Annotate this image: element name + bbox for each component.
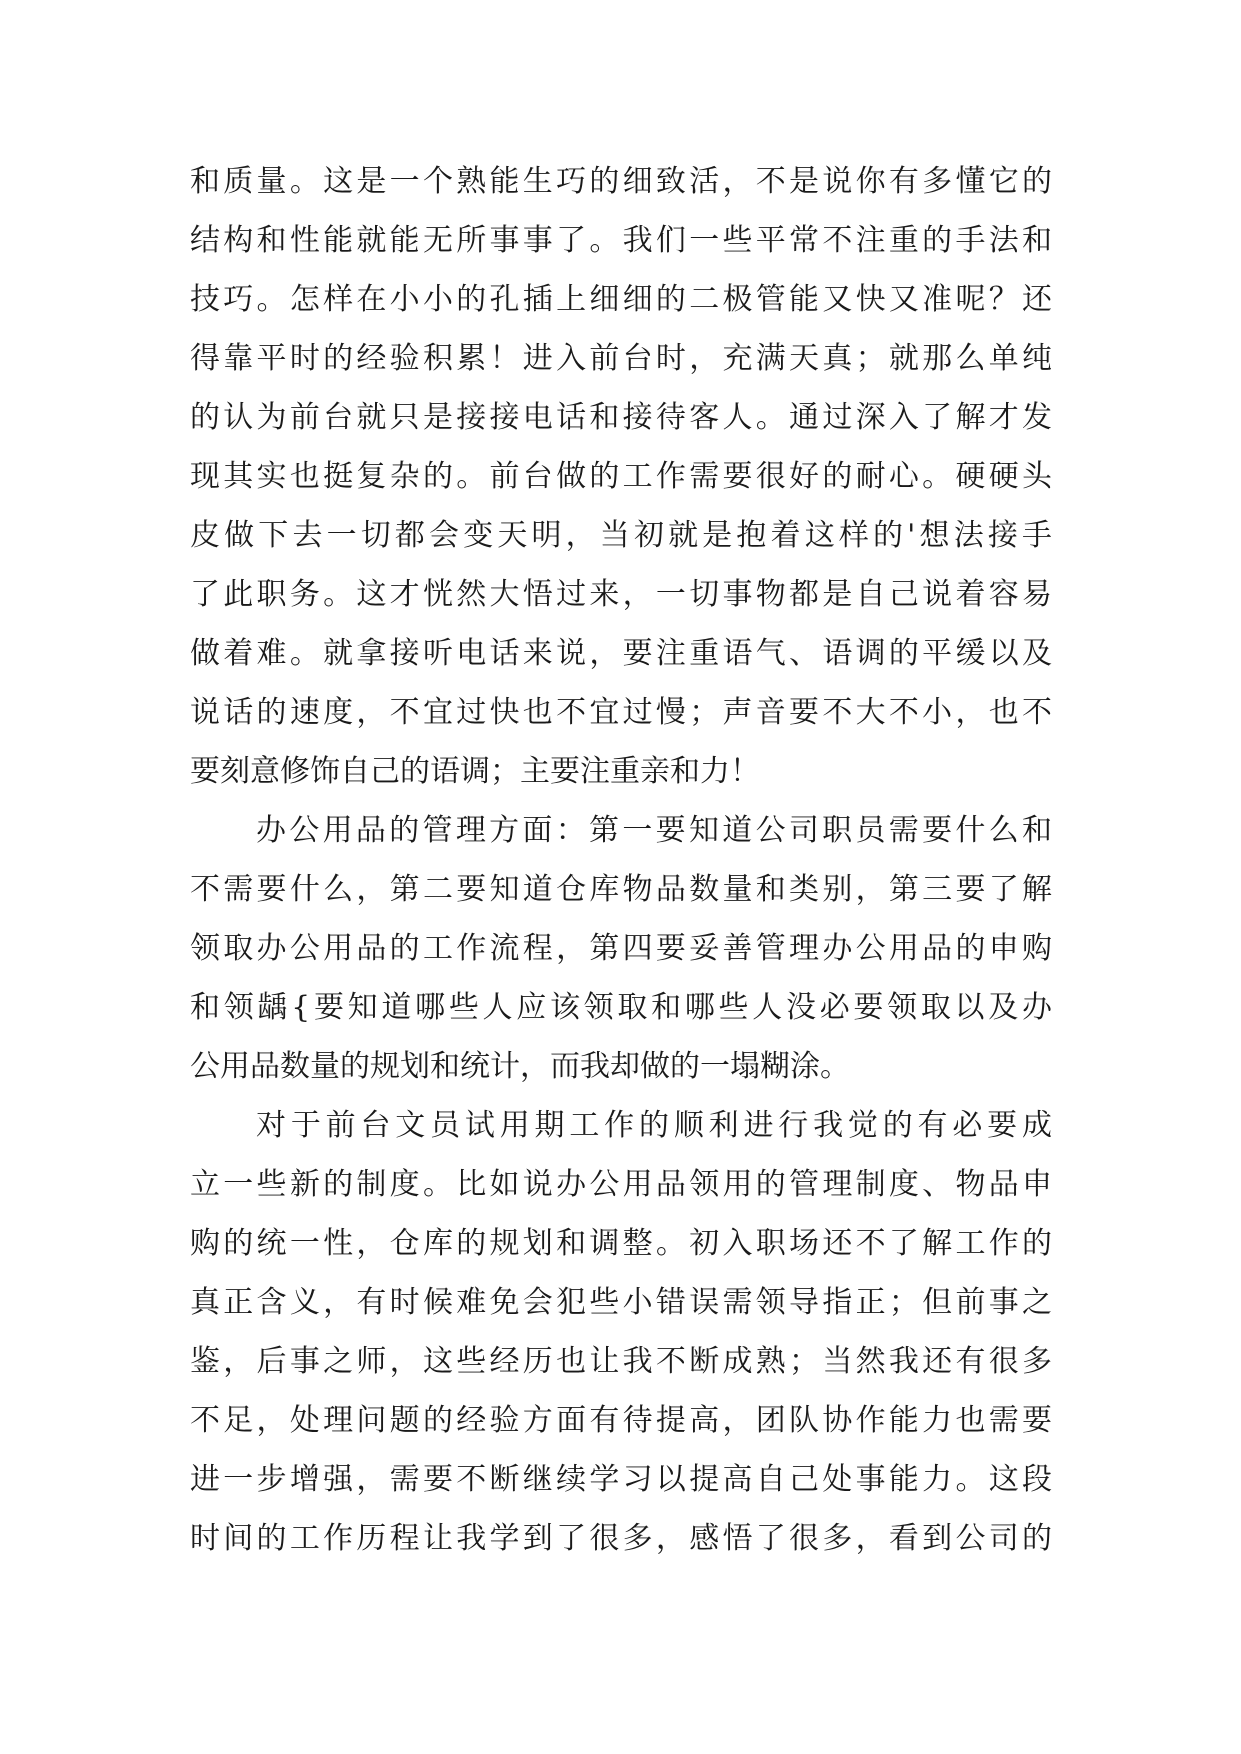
text-line: 要刻意修饰自己的语调；主要注重亲和力！ bbox=[190, 754, 760, 789]
text-line: 真正含义，有时候难免会犯些小错误需领导指正；但前事之 bbox=[190, 1285, 1052, 1320]
text-line: 鉴，后事之师，这些经历也让我不断成熟；当然我还有很多 bbox=[190, 1344, 1052, 1379]
text-line: 和质量。这是一个熟能生巧的细致活，不是说你有多懂它的 bbox=[190, 164, 1052, 199]
text-line: 的认为前台就只是接接电话和接待客人。通过深入了解才发 bbox=[190, 400, 1052, 435]
text-line: 办公用品的管理方面：第一要知道公司职员需要什么和 bbox=[256, 813, 1052, 848]
text-line: 现其实也挺复杂的。前台做的工作需要很好的耐心。硬硬头 bbox=[190, 459, 1052, 494]
text-line: 得靠平时的经验积累！进入前台时，充满天真；就那么单纯 bbox=[190, 341, 1052, 376]
text-line: 对于前台文员试用期工作的顺利进行我觉的有必要成 bbox=[256, 1108, 1052, 1143]
text-line: 时间的工作历程让我学到了很多，感悟了很多，看到公司的 bbox=[190, 1521, 1052, 1556]
text-line: 说话的速度，不宜过快也不宜过慢；声音要不大不小，也不 bbox=[190, 695, 1052, 730]
text-line: 不需要什么，第二要知道仓库物品数量和类别，第三要了解 bbox=[190, 872, 1052, 907]
text-line: 购的统一性，仓库的规划和调整。初入职场还不了解工作的 bbox=[190, 1226, 1052, 1261]
text-line: 不足，处理问题的经验方面有待提高，团队协作能力也需要 bbox=[190, 1403, 1052, 1438]
text-line: 领取办公用品的工作流程，第四要妥善管理办公用品的申购 bbox=[190, 931, 1052, 966]
paragraph-3 bbox=[190, 1096, 1052, 1568]
text-line: 进一步增强，需要不断继续学习以提高自己处事能力。这段 bbox=[190, 1462, 1052, 1497]
paragraph-2 bbox=[190, 801, 1052, 1096]
text-line: 皮做下去一切都会变天明，当初就是抱着这样的'想法接手 bbox=[190, 518, 1052, 553]
paragraph-1 bbox=[190, 152, 1052, 801]
text-line: 了此职务。这才恍然大悟过来，一切事物都是自己说着容易 bbox=[190, 577, 1052, 612]
text-line: 和领龋{要知道哪些人应该领取和哪些人没必要领取以及办 bbox=[190, 990, 1052, 1025]
text-line: 公用品数量的规划和统计，而我却做的一塌糊涂。 bbox=[190, 1049, 850, 1084]
text-line: 技巧。怎样在小小的孔插上细细的二极管能又快又准呢？还 bbox=[190, 282, 1052, 317]
text-line: 结构和性能就能无所事事了。我们一些平常不注重的手法和 bbox=[190, 223, 1052, 258]
text-line: 立一些新的制度。比如说办公用品领用的管理制度、物品申 bbox=[190, 1167, 1052, 1202]
text-line: 做着难。就拿接听电话来说，要注重语气、语调的平缓以及 bbox=[190, 636, 1052, 671]
document-page bbox=[190, 152, 1052, 1568]
